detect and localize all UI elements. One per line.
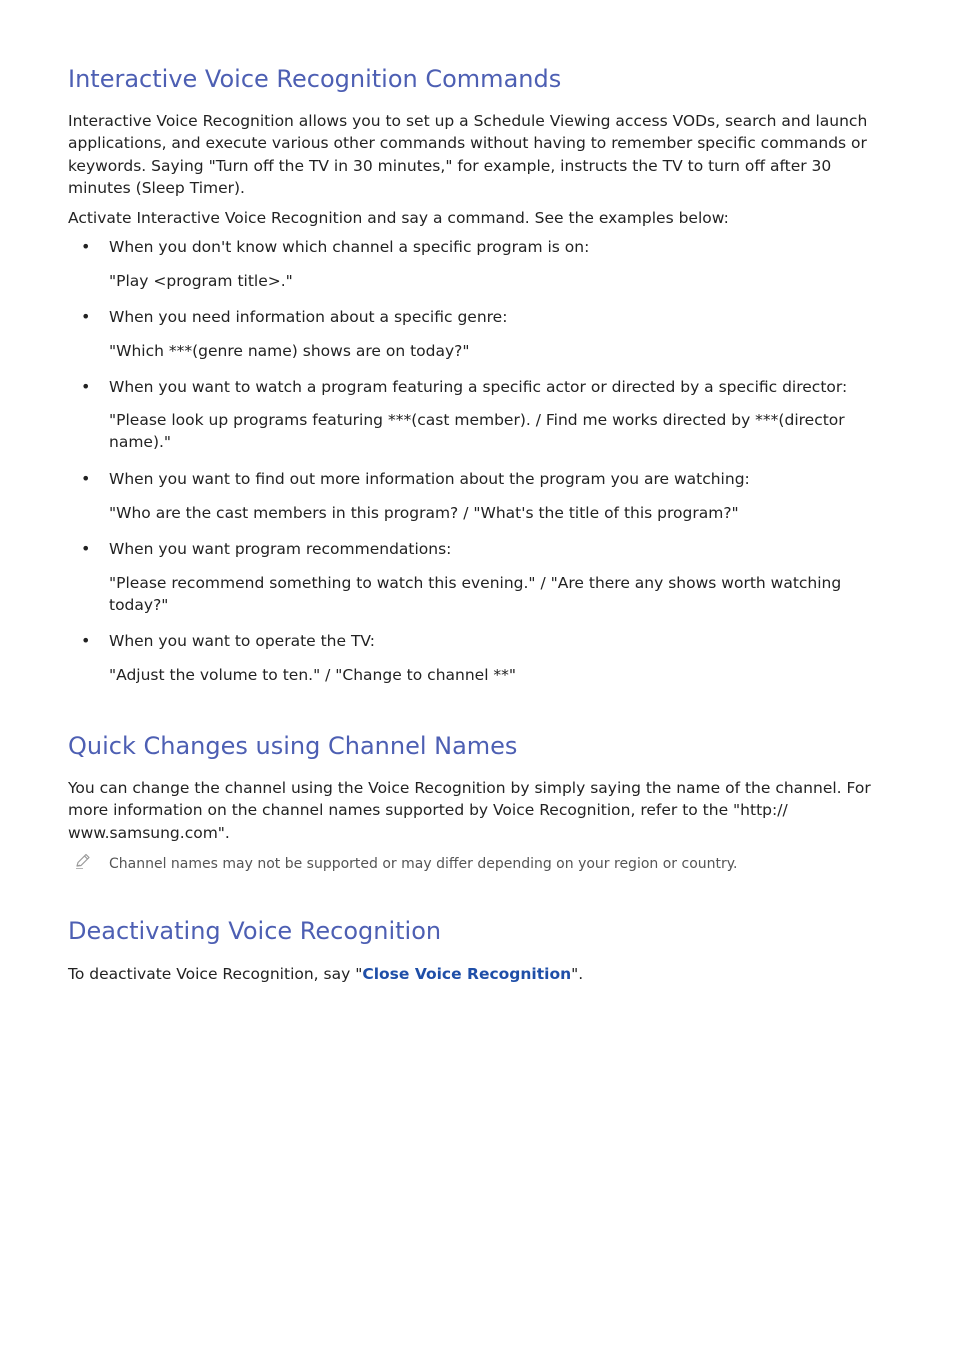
list-item: When you want to watch a program featuring a specific actor or directed by a specific director:: [109, 378, 848, 396]
list-item: When you want to operate the TV:: [109, 632, 375, 650]
pencil-note-icon: [74, 852, 92, 870]
example-command: "Play <program title>.": [109, 272, 293, 290]
channel-names-paragraph: You can change the channel using the Voice Recognition by simply saying the name of the channel. For more information on the channel names supported by Voice Recognition, refer to the "http:// www.samsung.com".: [68, 779, 871, 842]
pencil-icon-graphic: [74, 852, 92, 870]
example-command: "Please recommend something to watch this evening." / "Are there any shows worth watching today?": [109, 574, 842, 615]
bullet-glyph: •: [81, 631, 91, 650]
example-command: "Which ***(genre name) shows are on today?": [109, 342, 470, 360]
section-title-channel-names: Quick Changes using Channel Names: [68, 732, 518, 760]
bullet-glyph: •: [81, 377, 91, 396]
deactivate-prefix: To deactivate Voice Recognition, say ": [68, 965, 363, 983]
list-item: When you need information about a specific genre:: [109, 308, 508, 326]
region-note: Channel names may not be supported or may differ depending on your region or country.: [109, 856, 738, 872]
list-item: When you don't know which channel a specific program is on:: [109, 238, 590, 256]
example-command: "Adjust the volume to ten." / "Change to channel **": [109, 666, 517, 684]
activate-paragraph: Activate Interactive Voice Recognition and say a command. See the examples below:: [68, 209, 729, 227]
bullet-glyph: •: [81, 539, 91, 558]
bullet-glyph: •: [81, 237, 91, 256]
close-voice-recognition-command: Close Voice Recognition: [362, 965, 572, 983]
deactivate-paragraph: [68, 963, 883, 985]
intro-paragraph: Interactive Voice Recognition allows you to set up a Schedule Viewing access VODs, search and launch applications, and execute various other commands without having to remember specific commands or keywords. Saying "Turn off the TV in 30 minutes," for example, instructs the TV to turn off after 30 minutes (Sleep Timer).: [68, 112, 868, 198]
section-title-deactivating: Deactivating Voice Recognition: [68, 917, 442, 945]
list-item: When you want to find out more information about the program you are watching:: [109, 470, 750, 488]
list-item: When you want program recommendations:: [109, 540, 452, 558]
example-command: "Who are the cast members in this program? / "What's the title of this program?": [109, 504, 739, 522]
section-title-interactive-commands: Interactive Voice Recognition Commands: [68, 65, 562, 93]
deactivate-suffix: ".: [571, 965, 584, 983]
bullet-glyph: •: [81, 469, 91, 488]
bullet-glyph: •: [81, 307, 91, 326]
example-command: "Please look up programs featuring ***(cast member). / Find me works directed by ***(director name).": [109, 411, 845, 452]
